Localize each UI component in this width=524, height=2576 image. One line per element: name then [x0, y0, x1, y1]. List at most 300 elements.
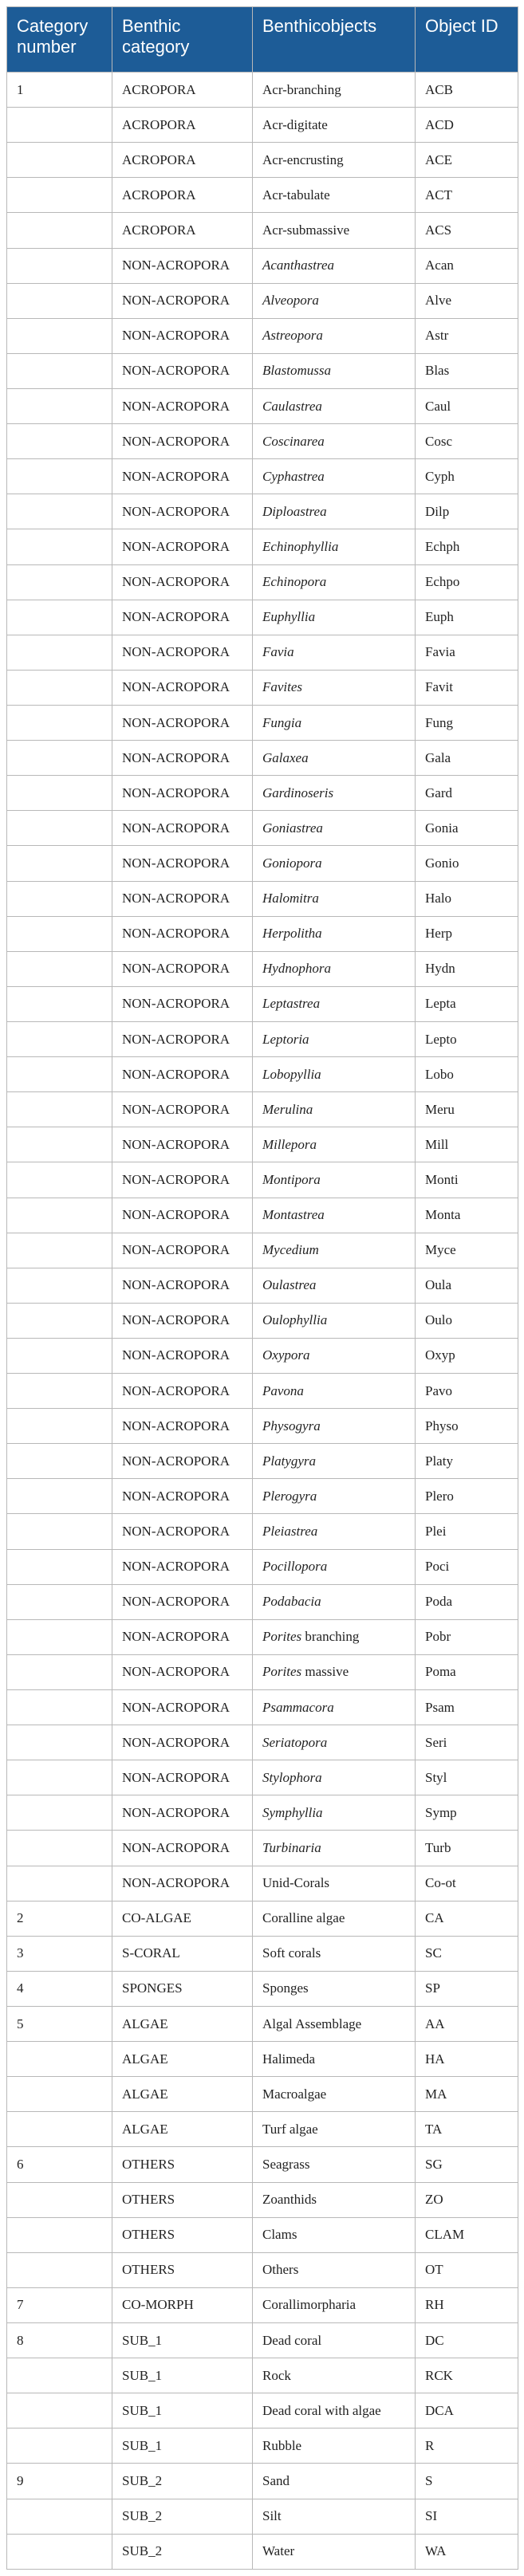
object-id-cell: Monta — [416, 1198, 518, 1233]
category-number-cell — [7, 2393, 112, 2429]
genus-name: Leptastrea — [262, 996, 321, 1012]
table-row — [7, 1162, 518, 1198]
category-number-cell — [7, 811, 112, 846]
benthic-category-cell: NON-ACROPORA — [112, 1690, 253, 1725]
benthicobject-cell — [253, 600, 416, 635]
genus-name: Pleiastrea — [262, 1524, 318, 1540]
object-id-cell: Lepta — [416, 986, 518, 1021]
benthicobject-cell — [253, 635, 416, 670]
table-row — [7, 318, 518, 353]
object-id-cell: ACB — [416, 73, 518, 108]
table-body — [7, 73, 518, 2570]
benthicobject-cell — [253, 881, 416, 916]
category-number-cell — [7, 388, 112, 423]
benthicobject-cell: Silt — [253, 2499, 416, 2534]
benthic-category-cell: NON-ACROPORA — [112, 353, 253, 388]
benthicobject-cell — [253, 741, 416, 776]
category-number-cell — [7, 1690, 112, 1725]
benthic-category-cell: NON-ACROPORA — [112, 1233, 253, 1268]
genus-name: Acanthastrea — [262, 258, 335, 273]
object-id-cell: Echpo — [416, 564, 518, 600]
benthic-category-cell: NON-ACROPORA — [112, 1162, 253, 1198]
benthic-category-cell: OTHERS — [112, 2147, 253, 2182]
object-id-cell: TA — [416, 2112, 518, 2147]
genus-name: Blastomussa — [262, 363, 331, 379]
category-number-cell: 7 — [7, 2287, 112, 2322]
genus-name: Favia — [262, 644, 294, 660]
object-id-cell: Monti — [416, 1162, 518, 1198]
category-number-cell — [7, 2358, 112, 2393]
table-row — [7, 635, 518, 670]
benthicobject-cell — [253, 1795, 416, 1831]
benthicobject-cell — [253, 318, 416, 353]
category-number-cell — [7, 741, 112, 776]
benthicobject-cell: Acr-submassive — [253, 213, 416, 248]
category-number-cell — [7, 108, 112, 143]
object-id-cell: Styl — [416, 1760, 518, 1795]
benthic-category-cell: NON-ACROPORA — [112, 846, 253, 881]
benthic-category-cell: SUB_1 — [112, 2323, 253, 2358]
category-number-cell — [7, 424, 112, 459]
category-number-cell — [7, 2217, 112, 2252]
benthic-category-cell: NON-ACROPORA — [112, 951, 253, 986]
benthicobject-cell — [253, 1514, 416, 1549]
object-id-cell: Echph — [416, 529, 518, 564]
object-id-cell: Gonio — [416, 846, 518, 881]
genus-name: Lobopyllia — [262, 1066, 321, 1082]
benthic-category-cell: NON-ACROPORA — [112, 1514, 253, 1549]
table-row — [7, 529, 518, 564]
object-id-cell: Lepto — [416, 1021, 518, 1056]
benthicobject-cell: Macroalgae — [253, 2077, 416, 2112]
object-id-cell: SP — [416, 1971, 518, 2006]
object-id-cell: Favit — [416, 670, 518, 705]
header-category-number: Category number — [7, 7, 112, 73]
object-id-cell: DC — [416, 2323, 518, 2358]
object-id-cell: ACD — [416, 108, 518, 143]
benthic-category-cell: NON-ACROPORA — [112, 916, 253, 951]
object-id-cell: R — [416, 2429, 518, 2464]
genus-name: Porites — [262, 1629, 302, 1645]
benthicobject-cell: Rock — [253, 2358, 416, 2393]
benthic-category-cell: SPONGES — [112, 1971, 253, 2006]
category-number-cell — [7, 529, 112, 564]
benthicobject-cell: Soft corals — [253, 1936, 416, 1971]
benthicobject-cell: Acr-digitate — [253, 108, 416, 143]
table-row — [7, 388, 518, 423]
benthicobject-cell — [253, 1444, 416, 1479]
object-id-cell: Acan — [416, 248, 518, 283]
benthicobject-cell — [253, 1092, 416, 1127]
category-number-cell — [7, 178, 112, 213]
genus-name: Caulastrea — [262, 398, 322, 414]
benthic-category-cell: SUB_2 — [112, 2534, 253, 2569]
genus-name: Platygyra — [262, 1453, 317, 1469]
benthic-category-cell: SUB_1 — [112, 2358, 253, 2393]
category-number-cell — [7, 1374, 112, 1409]
genus-name: Euphyllia — [262, 609, 316, 625]
category-number-cell — [7, 494, 112, 529]
benthic-category-cell: NON-ACROPORA — [112, 283, 253, 318]
object-id-cell: Turb — [416, 1831, 518, 1866]
category-number-cell — [7, 2534, 112, 2569]
category-number-cell — [7, 1127, 112, 1162]
category-number-cell — [7, 986, 112, 1021]
category-number-cell — [7, 1233, 112, 1268]
category-number-cell — [7, 1338, 112, 1373]
benthicobject-cell — [253, 1549, 416, 1584]
category-number-cell — [7, 2429, 112, 2464]
table-row — [7, 2217, 518, 2252]
genus-name: Galaxea — [262, 749, 309, 765]
genus-name: Oulophyllia — [262, 1312, 328, 1328]
category-number-cell: 4 — [7, 1971, 112, 2006]
benthic-category-cell: NON-ACROPORA — [112, 670, 253, 705]
table-row — [7, 1021, 518, 1056]
table-row — [7, 1795, 518, 1831]
genus-name: Herpolitha — [262, 926, 322, 942]
table-row — [7, 2534, 518, 2569]
benthicobject-cell: Unid-Corals — [253, 1866, 416, 1901]
table-row — [7, 951, 518, 986]
table-row — [7, 2112, 518, 2147]
table-row — [7, 494, 518, 529]
benthicobject-cell: Acr-branching — [253, 73, 416, 108]
benthic-category-cell: CO-ALGAE — [112, 1901, 253, 1936]
object-id-cell: MA — [416, 2077, 518, 2112]
table-row — [7, 1444, 518, 1479]
benthic-category-cell: S-CORAL — [112, 1936, 253, 1971]
genus-name: Millepora — [262, 1136, 317, 1152]
category-number-cell — [7, 459, 112, 494]
object-id-cell: Seri — [416, 1725, 518, 1760]
genus-name: Plerogyra — [262, 1488, 317, 1504]
table-row — [7, 2393, 518, 2429]
genus-name: Gardinoseris — [262, 785, 334, 800]
benthic-category-cell: NON-ACROPORA — [112, 1092, 253, 1127]
table-row — [7, 1971, 518, 2006]
object-id-cell: Meru — [416, 1092, 518, 1127]
object-id-cell: RH — [416, 2287, 518, 2322]
genus-name: Turbinaria — [262, 1840, 321, 1856]
category-number-cell — [7, 1021, 112, 1056]
table-row — [7, 1901, 518, 1936]
benthic-category-cell: NON-ACROPORA — [112, 1198, 253, 1233]
category-number-cell — [7, 635, 112, 670]
genus-name: Coscinarea — [262, 433, 325, 449]
object-id-cell: SI — [416, 2499, 518, 2534]
table-row — [7, 2182, 518, 2217]
table-row — [7, 1654, 518, 1689]
object-id-cell: Hydn — [416, 951, 518, 986]
table-row — [7, 1057, 518, 1092]
object-id-cell: RCK — [416, 2358, 518, 2393]
benthicobject-cell — [253, 529, 416, 564]
benthic-category-cell: NON-ACROPORA — [112, 459, 253, 494]
benthic-category-cell: ACROPORA — [112, 213, 253, 248]
category-number-cell — [7, 1831, 112, 1866]
genus-name: Oxypora — [262, 1347, 310, 1363]
category-number-cell — [7, 1795, 112, 1831]
genus-name: Pavona — [262, 1382, 304, 1398]
genus-name: Pocillopora — [262, 1559, 328, 1575]
benthic-category-cell: NON-ACROPORA — [112, 1374, 253, 1409]
table-row — [7, 143, 518, 178]
object-id-cell: Caul — [416, 388, 518, 423]
object-id-cell: Herp — [416, 916, 518, 951]
table-row — [7, 1303, 518, 1338]
benthic-category-cell: NON-ACROPORA — [112, 600, 253, 635]
table-row — [7, 1233, 518, 1268]
category-number-cell: 1 — [7, 73, 112, 108]
object-id-cell: Fung — [416, 705, 518, 740]
table-row — [7, 178, 518, 213]
category-number-cell — [7, 2112, 112, 2147]
object-id-cell: Psam — [416, 1690, 518, 1725]
genus-name: Leptoria — [262, 1031, 309, 1047]
benthicobject-cell — [253, 1127, 416, 1162]
benthicobject-cell: Acr-encrusting — [253, 143, 416, 178]
table-row — [7, 1760, 518, 1795]
table-row — [7, 2042, 518, 2077]
table-row — [7, 1268, 518, 1303]
object-id-cell: Poda — [416, 1584, 518, 1619]
benthic-category-cell: NON-ACROPORA — [112, 1795, 253, 1831]
benthicobject-cell — [253, 1162, 416, 1198]
benthicobject-cell — [253, 811, 416, 846]
table-row — [7, 2464, 518, 2499]
genus-name: Mycedium — [262, 1242, 319, 1258]
benthic-category-cell: NON-ACROPORA — [112, 1831, 253, 1866]
benthicobject-cell: Sponges — [253, 1971, 416, 2006]
category-number-cell — [7, 2077, 112, 2112]
genus-name: Stylophora — [262, 1769, 322, 1785]
table-row — [7, 2147, 518, 2182]
genus-name: Merulina — [262, 1101, 313, 1117]
category-number-cell — [7, 1198, 112, 1233]
table-row — [7, 776, 518, 811]
benthic-category-cell: NON-ACROPORA — [112, 388, 253, 423]
table-row — [7, 1127, 518, 1162]
benthic-category-cell: OTHERS — [112, 2217, 253, 2252]
genus-name: Physogyra — [262, 1418, 321, 1434]
benthic-category-cell: NON-ACROPORA — [112, 494, 253, 529]
category-number-cell: 9 — [7, 2464, 112, 2499]
benthic-category-cell: NON-ACROPORA — [112, 318, 253, 353]
benthic-category-cell: NON-ACROPORA — [112, 1479, 253, 1514]
benthic-category-cell: NON-ACROPORA — [112, 1338, 253, 1373]
benthic-category-cell: NON-ACROPORA — [112, 741, 253, 776]
benthicobject-cell — [253, 1021, 416, 1056]
genus-name: Favites — [262, 679, 303, 695]
category-number-cell — [7, 705, 112, 740]
benthicobject-cell — [253, 846, 416, 881]
table-row — [7, 1198, 518, 1233]
object-id-cell: Platy — [416, 1444, 518, 1479]
benthicobject-cell — [253, 1268, 416, 1303]
benthic-category-cell: NON-ACROPORA — [112, 776, 253, 811]
genus-name: Fungia — [262, 714, 302, 730]
object-id-cell: Physo — [416, 1409, 518, 1444]
genus-name: Goniastrea — [262, 820, 323, 836]
table-row — [7, 1374, 518, 1409]
category-number-cell — [7, 1866, 112, 1901]
benthic-category-table — [6, 6, 518, 2570]
category-number-cell — [7, 916, 112, 951]
benthicobject-cell: Turf algae — [253, 2112, 416, 2147]
object-id-cell: Mill — [416, 1127, 518, 1162]
category-number-cell — [7, 1619, 112, 1654]
genus-name: Porites — [262, 1664, 302, 1680]
benthicobject-cell — [253, 424, 416, 459]
object-id-cell: CLAM — [416, 2217, 518, 2252]
object-id-cell: Pobr — [416, 1619, 518, 1654]
benthicobject-cell: Clams — [253, 2217, 416, 2252]
benthicobject-cell — [253, 1690, 416, 1725]
category-number-cell — [7, 2042, 112, 2077]
category-number-cell — [7, 2182, 112, 2217]
table-row — [7, 1936, 518, 1971]
genus-name: Astreopora — [262, 328, 323, 344]
benthicobject-cell: Halimeda — [253, 2042, 416, 2077]
category-number-cell — [7, 1654, 112, 1689]
table-row — [7, 1619, 518, 1654]
genus-name: Goniopora — [262, 855, 322, 871]
object-id-cell: AA — [416, 2007, 518, 2042]
object-id-cell: Halo — [416, 881, 518, 916]
object-id-cell: Myce — [416, 1233, 518, 1268]
benthicobject-cell — [253, 1584, 416, 1619]
category-number-cell — [7, 213, 112, 248]
category-number-cell — [7, 670, 112, 705]
benthicobject-cell — [253, 1233, 416, 1268]
table-row — [7, 670, 518, 705]
table-row — [7, 424, 518, 459]
benthic-category-cell: ALGAE — [112, 2007, 253, 2042]
table-row — [7, 213, 518, 248]
benthicobject-cell — [253, 986, 416, 1021]
category-number-cell — [7, 1303, 112, 1338]
object-id-cell: Symp — [416, 1795, 518, 1831]
benthic-category-cell: ACROPORA — [112, 73, 253, 108]
table-row — [7, 283, 518, 318]
object-id-cell: ZO — [416, 2182, 518, 2217]
category-number-cell — [7, 1549, 112, 1584]
genus-name: Halomitra — [262, 891, 319, 907]
category-number-cell — [7, 776, 112, 811]
category-number-cell — [7, 1725, 112, 1760]
table-row — [7, 811, 518, 846]
object-id-cell: Gonia — [416, 811, 518, 846]
object-id-cell: Gard — [416, 776, 518, 811]
benthic-category-cell: SUB_1 — [112, 2393, 253, 2429]
benthic-category-cell: NON-ACROPORA — [112, 811, 253, 846]
benthicobject-cell — [253, 776, 416, 811]
genus-name: Podabacia — [262, 1594, 321, 1610]
benthicobject-cell — [253, 916, 416, 951]
benthic-category-cell: NON-ACROPORA — [112, 1654, 253, 1689]
object-id-cell: Oulo — [416, 1303, 518, 1338]
object-id-cell: Favia — [416, 635, 518, 670]
object-id-cell: Poci — [416, 1549, 518, 1584]
object-id-cell: Alve — [416, 283, 518, 318]
table-row — [7, 1866, 518, 1901]
table-row — [7, 1092, 518, 1127]
category-number-cell — [7, 1409, 112, 1444]
benthicobject-cell — [253, 248, 416, 283]
genus-name: Oulastrea — [262, 1277, 317, 1293]
category-number-cell — [7, 1092, 112, 1127]
category-number-cell — [7, 1479, 112, 1514]
object-id-cell: ACS — [416, 213, 518, 248]
category-number-cell — [7, 143, 112, 178]
benthicobject-cell: Porites massive — [253, 1654, 416, 1689]
benthic-category-cell: NON-ACROPORA — [112, 1021, 253, 1056]
benthicobject-cell — [253, 494, 416, 529]
table-row — [7, 353, 518, 388]
object-id-cell: Pavo — [416, 1374, 518, 1409]
table-row — [7, 916, 518, 951]
benthic-category-cell: NON-ACROPORA — [112, 1057, 253, 1092]
category-number-cell — [7, 2252, 112, 2287]
benthic-category-cell: NON-ACROPORA — [112, 1584, 253, 1619]
table-row — [7, 459, 518, 494]
category-number-cell: 3 — [7, 1936, 112, 1971]
benthicobject-cell — [253, 951, 416, 986]
benthic-category-cell: NON-ACROPORA — [112, 1268, 253, 1303]
object-id-cell: Gala — [416, 741, 518, 776]
benthic-category-cell: NON-ACROPORA — [112, 705, 253, 740]
category-number-cell: 2 — [7, 1901, 112, 1936]
table-row — [7, 881, 518, 916]
table-row — [7, 2077, 518, 2112]
table-row — [7, 1831, 518, 1866]
benthic-category-cell: NON-ACROPORA — [112, 1127, 253, 1162]
benthic-category-cell: SUB_2 — [112, 2464, 253, 2499]
category-number-cell — [7, 1584, 112, 1619]
benthicobject-cell — [253, 1479, 416, 1514]
object-id-cell: Oxyp — [416, 1338, 518, 1373]
object-id-cell: SC — [416, 1936, 518, 1971]
category-number-cell — [7, 1162, 112, 1198]
table-row — [7, 564, 518, 600]
benthic-category-cell: NON-ACROPORA — [112, 248, 253, 283]
genus-name: Seriatopora — [262, 1734, 328, 1750]
benthic-category-cell: OTHERS — [112, 2252, 253, 2287]
table-row — [7, 248, 518, 283]
benthicobject-cell: Water — [253, 2534, 416, 2569]
benthicobject-cell — [253, 1760, 416, 1795]
genus-name: Symphyllia — [262, 1804, 323, 1820]
table-row — [7, 1584, 518, 1619]
category-number-cell — [7, 1057, 112, 1092]
benthic-category-cell: OTHERS — [112, 2182, 253, 2217]
table-row — [7, 1338, 518, 1373]
category-number-cell: 5 — [7, 2007, 112, 2042]
benthic-category-cell: NON-ACROPORA — [112, 564, 253, 600]
category-number-cell — [7, 2499, 112, 2534]
benthicobject-cell — [253, 353, 416, 388]
benthicobject-cell — [253, 705, 416, 740]
object-id-cell: Plero — [416, 1479, 518, 1514]
benthicobject-cell: Sand — [253, 2464, 416, 2499]
benthic-category-cell: NON-ACROPORA — [112, 986, 253, 1021]
table-row — [7, 846, 518, 881]
benthicobject-cell — [253, 1409, 416, 1444]
genus-name: Montastrea — [262, 1207, 325, 1223]
table-row — [7, 1514, 518, 1549]
benthicobject-cell — [253, 1198, 416, 1233]
